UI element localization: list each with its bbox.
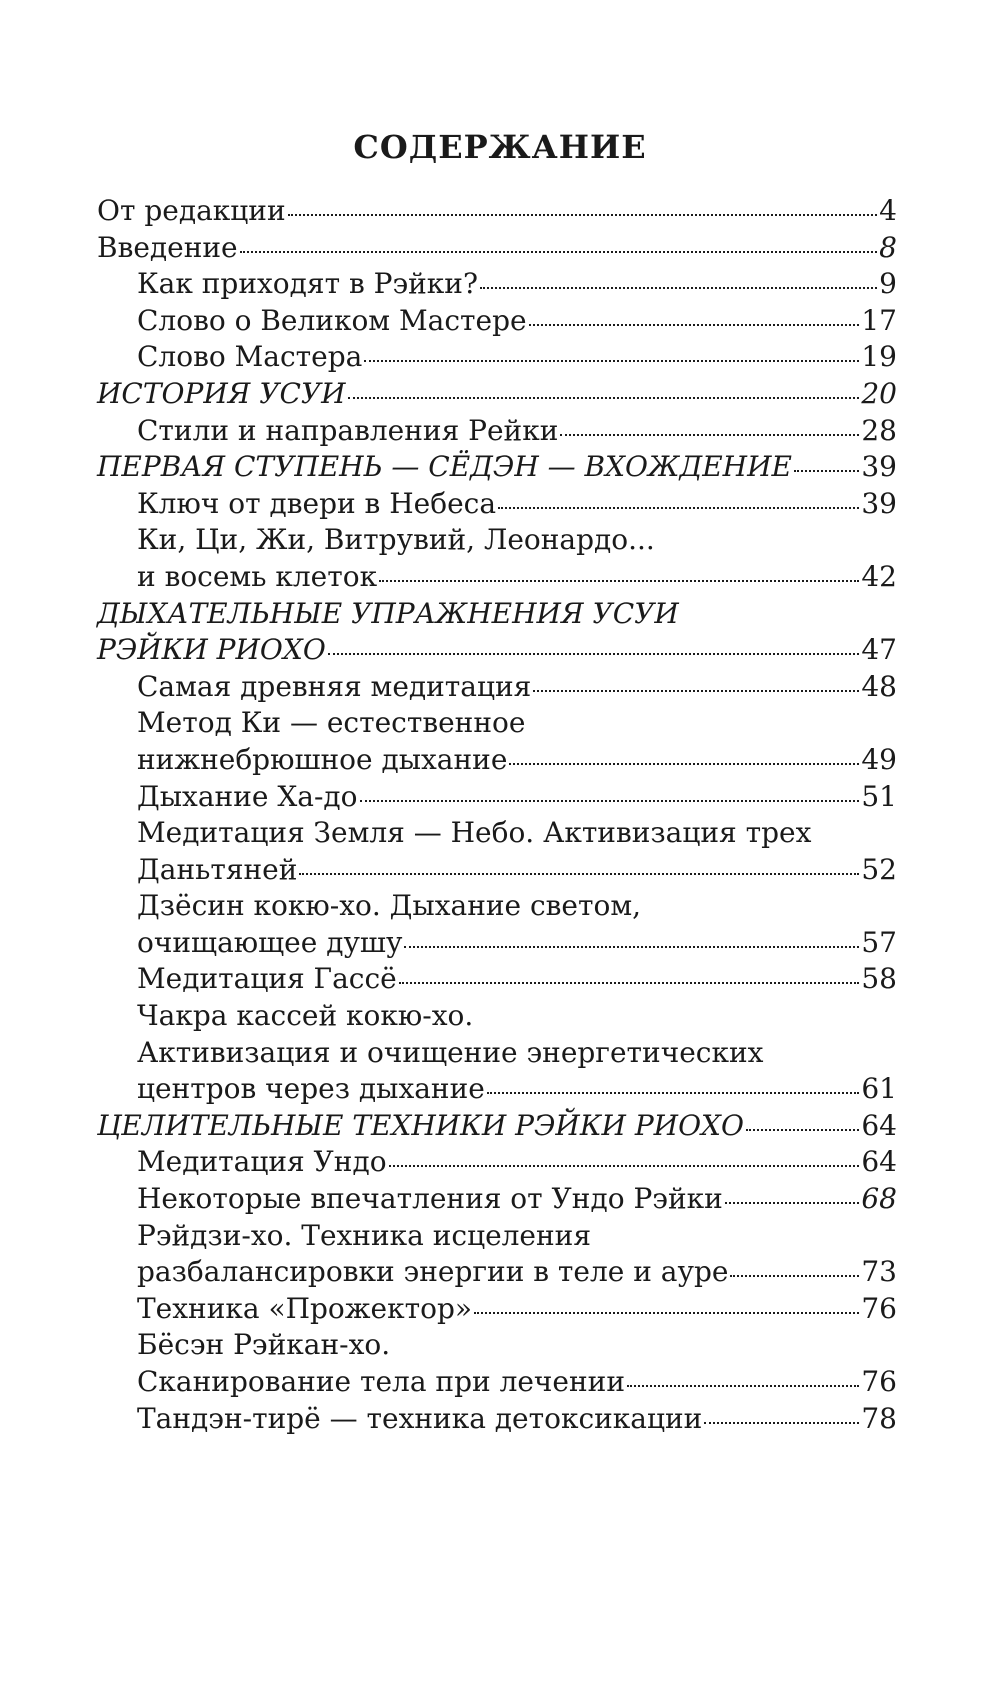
toc-entry-label: Слово о Великом Мастере — [137, 303, 527, 337]
dot-leader — [399, 982, 860, 984]
toc-page-number: 39 — [861, 450, 897, 484]
dot-leader — [364, 360, 859, 362]
toc-page-number: 51 — [861, 779, 897, 813]
toc-page-number: 8 — [879, 230, 897, 264]
page-title: СОДЕРЖАНИЕ — [353, 128, 647, 166]
toc-entry-label: Самая древняя медитация — [137, 669, 532, 703]
toc-entry-label: нижнебрюшное дыхание — [137, 742, 508, 776]
toc-section-entry — [97, 1108, 897, 1145]
toc-entry — [97, 266, 897, 303]
dot-leader — [240, 251, 878, 253]
toc-entry-first-line: Бёсэн Рэйкан-хо. — [137, 1328, 391, 1362]
toc-page-number: 58 — [861, 962, 897, 996]
toc-entry — [97, 1364, 897, 1401]
toc-page-number: 19 — [861, 340, 897, 374]
toc-entry — [97, 1071, 897, 1108]
toc-entry-label: Введение — [97, 230, 238, 264]
toc-entry-label: Сканирование тела при лечении — [137, 1365, 625, 1398]
dot-leader — [529, 324, 860, 326]
dot-leader — [360, 800, 860, 802]
dot-leader — [299, 873, 859, 875]
toc-page-number: 42 — [861, 559, 897, 593]
toc-entry — [97, 852, 897, 889]
dot-leader — [746, 1129, 859, 1131]
dot-leader — [794, 470, 859, 472]
toc-entry-first-line: Ки, Ци, Жи, Витрувий, Леонардо... — [137, 523, 655, 557]
dot-leader — [474, 1312, 859, 1314]
toc-section-entry — [97, 376, 897, 413]
toc-entry-label: очищающее душу — [137, 925, 403, 959]
toc-page-number: 17 — [861, 303, 897, 337]
toc-entry-label: Стили и направления Рейки — [137, 413, 559, 447]
toc-page-number: 78 — [861, 1401, 897, 1435]
dot-leader — [487, 1092, 860, 1094]
toc-page-number: 68 — [861, 1182, 897, 1216]
dot-leader — [480, 287, 877, 289]
toc-entry-label: Ключ от двери в Небеса — [137, 486, 497, 520]
toc-entry — [97, 925, 897, 962]
dot-leader — [627, 1385, 859, 1387]
dot-leader — [533, 690, 859, 692]
dot-leader — [560, 434, 859, 436]
toc-entry-second-line: Активизация и очищение энергетических — [137, 1035, 764, 1069]
toc-entry-label: Слово Мастера — [137, 340, 363, 374]
toc-entry — [97, 339, 897, 376]
toc-entry — [97, 1291, 897, 1328]
toc-entry-label: ПЕРВАЯ СТУПЕНЬ — СЁДЭН — ВХОЖДЕНИЕ — [97, 450, 792, 484]
toc-entry-label: ЦЕЛИТЕЛЬНЫЕ ТЕХНИКИ РЭЙКИ РИОХО — [97, 1108, 744, 1142]
toc-entry-first-line: Дзёсин кокю-хо. Дыхание светом, — [137, 889, 642, 923]
toc-entry-label: Техника «Прожектор» — [137, 1291, 473, 1325]
toc-page-number: 39 — [861, 486, 897, 520]
toc-page-number: 64 — [861, 1108, 897, 1142]
toc-entry-label: центров через дыхание — [137, 1072, 485, 1106]
toc-page-number: 73 — [861, 1255, 897, 1289]
toc-entry — [97, 742, 897, 779]
toc-entry-label: Дыхание Ха-до — [137, 779, 358, 813]
toc-entry-first-line: Чакра кассей кокю-хо. — [137, 999, 474, 1033]
toc-entry-label: ИСТОРИЯ УСУИ — [97, 376, 346, 410]
table-of-contents — [97, 193, 897, 1437]
toc-page-number: 4 — [879, 194, 897, 227]
dot-leader — [348, 397, 860, 399]
toc-entry — [97, 303, 897, 340]
toc-entry — [97, 559, 897, 596]
dot-leader — [404, 946, 859, 948]
toc-section-entry — [97, 632, 897, 669]
toc-entry — [97, 779, 897, 816]
toc-entry-first-line: Рэйдзи-хо. Техника исцеления — [137, 1218, 591, 1252]
toc-entry — [97, 1401, 897, 1438]
toc-entry-label: Медитация Ундо — [137, 1145, 387, 1179]
dot-leader — [730, 1275, 859, 1277]
dot-leader — [498, 507, 859, 509]
toc-page-number: 64 — [861, 1145, 897, 1179]
toc-entry-label: Медитация Гассё — [137, 962, 397, 996]
dot-leader — [328, 653, 860, 655]
toc-page-number: 76 — [861, 1291, 897, 1325]
toc-entry-label: Как приходят в Рэйки? — [137, 267, 478, 301]
toc-entry-first-line: Медитация Земля — Небо. Активизация трех — [137, 816, 812, 850]
toc-entry — [97, 230, 897, 267]
toc-page-number: 52 — [861, 852, 897, 886]
toc-entry-label: РЭЙКИ РИОХО — [97, 633, 326, 667]
dot-leader — [389, 1165, 860, 1167]
toc-entry-label: Некоторые впечатления от Ундо Рэйки — [137, 1182, 723, 1216]
toc-entry-label: разбалансировки энергии в теле и ауре — [137, 1255, 729, 1289]
toc-entry — [97, 1144, 897, 1181]
toc-entry-label: От редакции — [97, 194, 286, 227]
toc-section-first-line: ДЫХАТЕЛЬНЫЕ УПРАЖНЕНИЯ УСУИ — [97, 596, 679, 630]
toc-entry — [97, 413, 897, 450]
toc-entry — [97, 1181, 897, 1218]
dot-leader — [509, 763, 859, 765]
dot-leader — [379, 580, 859, 582]
toc-page-number: 57 — [861, 925, 897, 959]
toc-entry — [97, 1254, 897, 1291]
dot-leader — [704, 1422, 859, 1424]
toc-page-number: 47 — [861, 633, 897, 667]
toc-page-number: 20 — [861, 376, 897, 410]
toc-page-number: 76 — [861, 1365, 897, 1398]
toc-page-number: 61 — [861, 1072, 897, 1106]
toc-page-number: 28 — [861, 413, 897, 447]
dot-leader — [725, 1202, 860, 1204]
toc-entry — [97, 961, 897, 998]
dot-leader — [288, 214, 878, 216]
toc-page-number: 9 — [879, 267, 897, 301]
toc-entry-first-line: Метод Ки — естественное — [137, 706, 526, 740]
toc-section-entry — [97, 449, 897, 486]
toc-page-number: 49 — [861, 742, 897, 776]
toc-entry-label: и восемь клеток — [137, 559, 378, 593]
toc-entry — [97, 669, 897, 706]
toc-entry-label: Даньтяней — [137, 852, 298, 886]
toc-entry — [97, 486, 897, 523]
toc-entry-label: Тандэн-тирё — техника детоксикации — [137, 1401, 703, 1435]
toc-entry — [97, 193, 897, 230]
toc-page-number: 48 — [861, 669, 897, 703]
